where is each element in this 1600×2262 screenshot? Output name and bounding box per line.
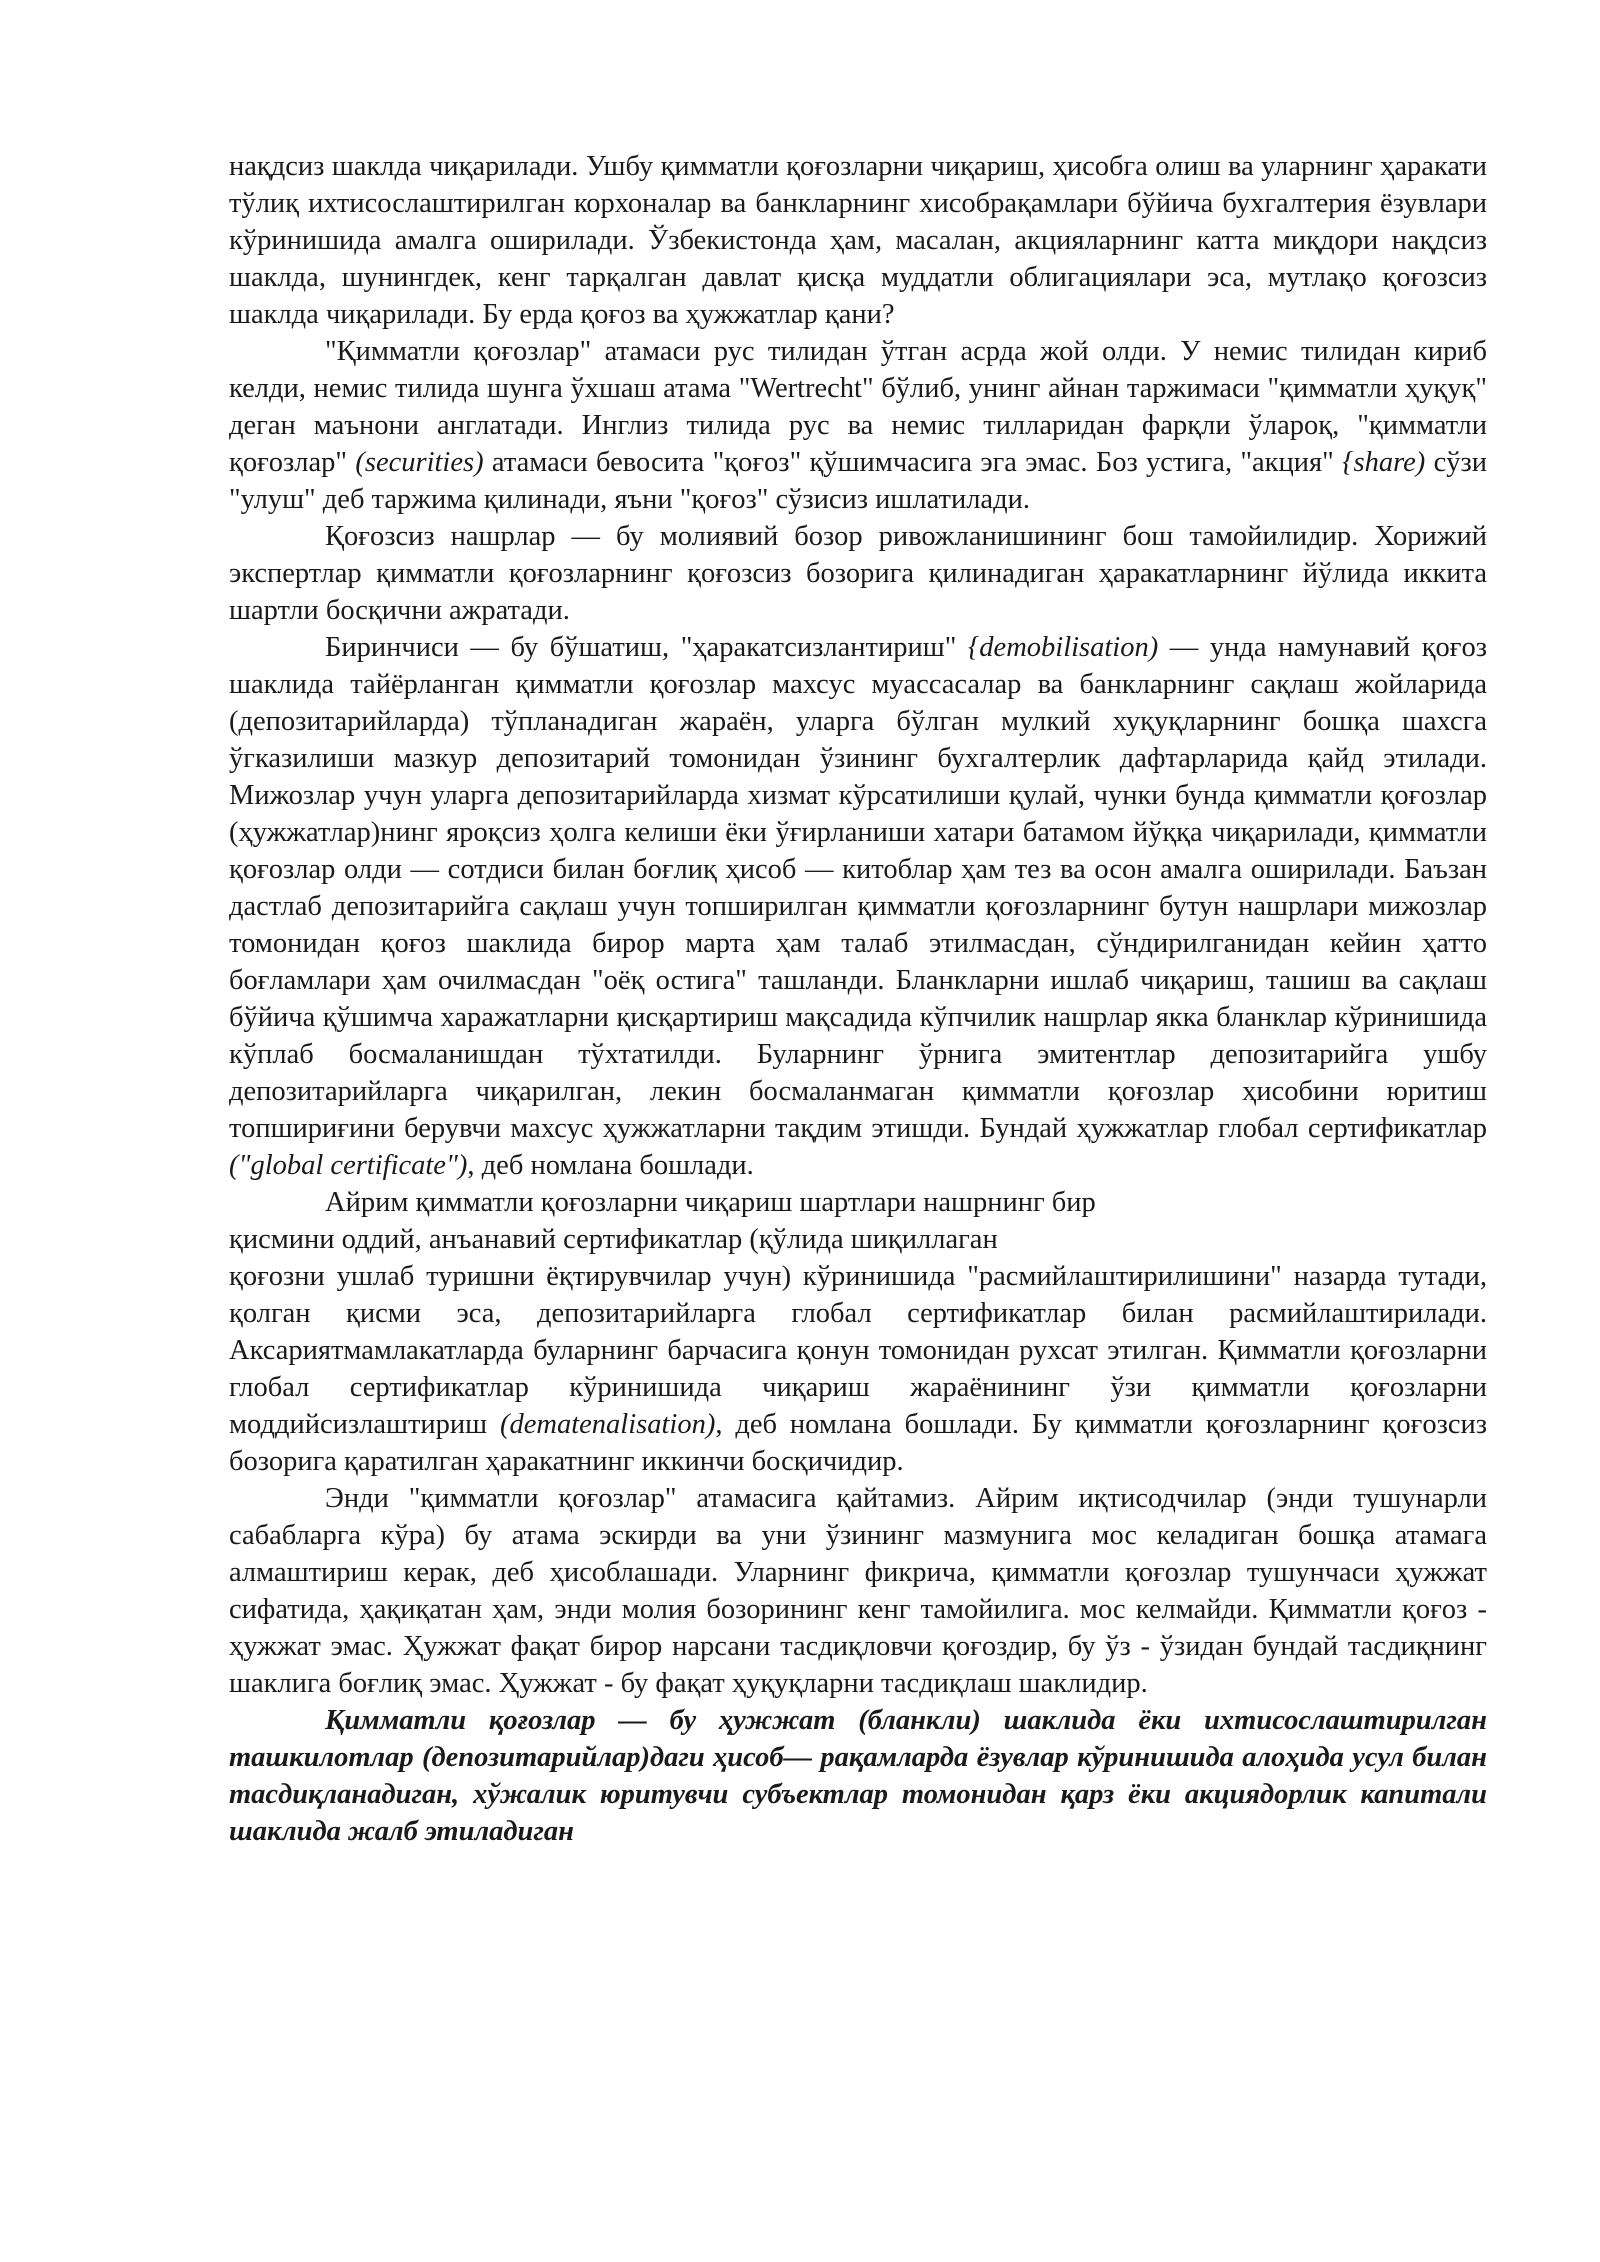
paragraph-text: Энди "қимматли қоғозлар" атамасига қайтамиз. Айрим иқтисодчилар (энди тушунарли сабабларга кўра) бу атама эскирди ва уни ўзининг мазмунига мос келадиган бошқа атамага алмаштириш керак, деб ҳисоблашади. Уларнинг фикрича, қимматли қоғозлар тушунчаси ҳужжат сифатида, ҳақиқатан ҳам, энди молия бозорининг кенг тамойилига. мос келмайди. Қимматли қоғоз - ҳужжат эмас. Ҳужжат фақат бирор нарсани тасдиқловчи қоғоздир, бу ўз - ўзидан бундай тасдиқнинг шаклига боғлиқ эмас. Ҳужжат - бу фақат ҳуқуқларни тасдиқлаш шаклидир.	[229, 1483, 1487, 1699]
emphasized-text: {demobilisation)	[967, 632, 1159, 663]
paragraph-text: атамаси бевосита "қоғоз" қўшимчасига эга эмас. Боз устига, "акция"	[483, 447, 1343, 478]
paragraph-text: сўзи "улуш" деб таржима қилинади, яъни "қоғоз" сўзисиз ишлатилади.	[229, 447, 1487, 515]
paragraph	[229, 1258, 1487, 1480]
paragraph-text: қисмини оддий, анъанавий сертификатлар (қўлида шиқиллаган	[229, 1224, 998, 1255]
paragraph-text: Айрим қимматли қоғозларни чиқариш шартлари нашрнинг бир	[325, 1187, 1096, 1218]
paragraph	[229, 333, 1487, 518]
emphasized-text: Қимматли қоғозлар — бу ҳужжат (бланкли) шаклида ёки ихтисослаштирилган ташкилотлар (депозитарийлар)даги ҳисоб— рақамларда ёзувлар кўринишида алоҳида усул билан тасдиқланадиган, хўжалик юритувчи субъектлар томонидан қарз ёки акциядорлик капитали шаклида жалб этиладиган	[229, 1705, 1487, 1847]
paragraph-text: Биринчиси — бу бўшатиш, "ҳаракатсизлантириш"	[325, 632, 968, 663]
paragraph	[229, 629, 1487, 1184]
paragraph	[229, 518, 1487, 629]
paragraph-text: — унда намунавий қоғоз шаклида тайёрланган қимматли қоғозлар махсус муассасалар ва банкларнинг сақлаш жойларида (депозитарийларда) тўпланадиган жараён, уларга бўлган мулкий хуқуқларнинг бошқа шахсга ўгказилиши мазкур депозитарий томонидан ўзининг бухгалтерлик дафтарларида қайд этилади. Мижозлар учун уларга депозитарийларда хизмат кўрсатилиши қулай, чунки бунда қимматли қоғозлар (ҳужжатлар)нинг яроқсиз ҳолга келиши ёки ўғирланиши хатари батамом йўққа чиқарилади, қимматли қоғозлар олди — сотдиси билан боғлиқ ҳисоб — китоблар ҳам тез ва осон амалга оширилади. Баъзан дастлаб депозитарийга сақлаш учун топширилган қимматли қоғозларнинг бутун нашрлари мижозлар томонидан қоғоз шаклида бирор марта ҳам талаб этилмасдан, сўндирилганидан кейин ҳатто боғламлари ҳам очилмасдан "оёқ остига" ташланди. Бланкларни ишлаб чиқариш, ташиш ва сақлаш бўйича қўшимча харажатларни қисқартириш мақсадида кўпчилик нашрлар якка бланклар кўринишида кўплаб босмаланишдан тўхтатилди. Буларнинг ўрнига эмитентлар депозитарийга ушбу депозитарийларга чиқарилган, лекин босмаланмаган қимматли қоғозлар ҳисобини юритиш топшириғини берувчи махсус ҳужжатларни тақдим этишди. Бундай ҳужжатлар глобал сертификатлар	[229, 632, 1487, 1144]
paragraph-text: , деб номлана бошлади.	[467, 1150, 754, 1181]
emphasized-text: (securities)	[355, 447, 484, 478]
paragraph	[229, 1184, 1487, 1221]
paragraph	[229, 1702, 1487, 1850]
emphasized-text: ("global certificate")	[229, 1150, 468, 1181]
paragraph-text: қоғозни ушлаб туришни ёқтирувчилар учун) кўринишида "расмийлаштирилишини" назарда тутади, қолган қисми эса, депозитарийларга глобал сертификатлар билан расмийлаштирилади. Аксариятмамлакатларда буларнинг барчасига қонун томонидан рухсат этилган. Қимматли қоғозларни глобал сертификатлар кўринишида чиқариш жараёнининг ўзи қимматли қоғозларни моддийсизлаштириш	[229, 1261, 1487, 1440]
paragraph-text: нақдсиз шаклда чиқарилади. Ушбу қимматли қоғозларни чиқариш, ҳисобга олиш ва уларнинг ҳаракати тўлиқ ихтисослаштирилган корхоналар ва банкларнинг хисобрақамлари бўйича бухгалтерия ёзувлари кўринишида амалга оширилади. Ўзбекистонда ҳам, масалан, акцияларнинг катта миқдори нақдсиз шаклда, шунингдек, кенг тарқалган давлат қисқа муддатли облигациялари эса, мутлақо қоғозсиз шаклда чиқарилади. Бу ерда қоғоз ва ҳужжатлар қани?	[229, 151, 1487, 330]
emphasized-text: {share)	[1342, 447, 1426, 478]
paragraph-text: , деб номлана бошлади. Бу қимматли қоғозларнинг қоғозсиз бозорига қаратилган ҳаракатнинг иккинчи босқичидир.	[229, 1409, 1487, 1477]
paragraph	[229, 1480, 1487, 1702]
paragraph-text: "Қимматли қоғозлар" атамаси рус тилидан ўтган асрда жой олди. У немис тилидан кириб келди, немис тилида шунга ўхшаш атама "Wertrecht" бўлиб, унинг айнан таржимаси "қимматли ҳуқуқ" деган маънони англатади. Инглиз тилида рус ва немис тилларидан фарқли ўлароқ, "қимматли қоғозлар"	[229, 336, 1487, 478]
document-page	[229, 148, 1487, 1850]
emphasized-text: (dematenalisation)	[500, 1409, 716, 1440]
paragraph	[229, 148, 1487, 333]
paragraph-text: Қоғозсиз нашрлар — бу молиявий бозор ривожланишининг бош тамойилидир. Хорижий экспертлар қимматли қоғозларнинг қоғозсиз бозорига қилинадиган ҳаракатларнинг йўлида иккита шартли босқични ажратади.	[229, 521, 1487, 626]
paragraph	[229, 1221, 1487, 1258]
